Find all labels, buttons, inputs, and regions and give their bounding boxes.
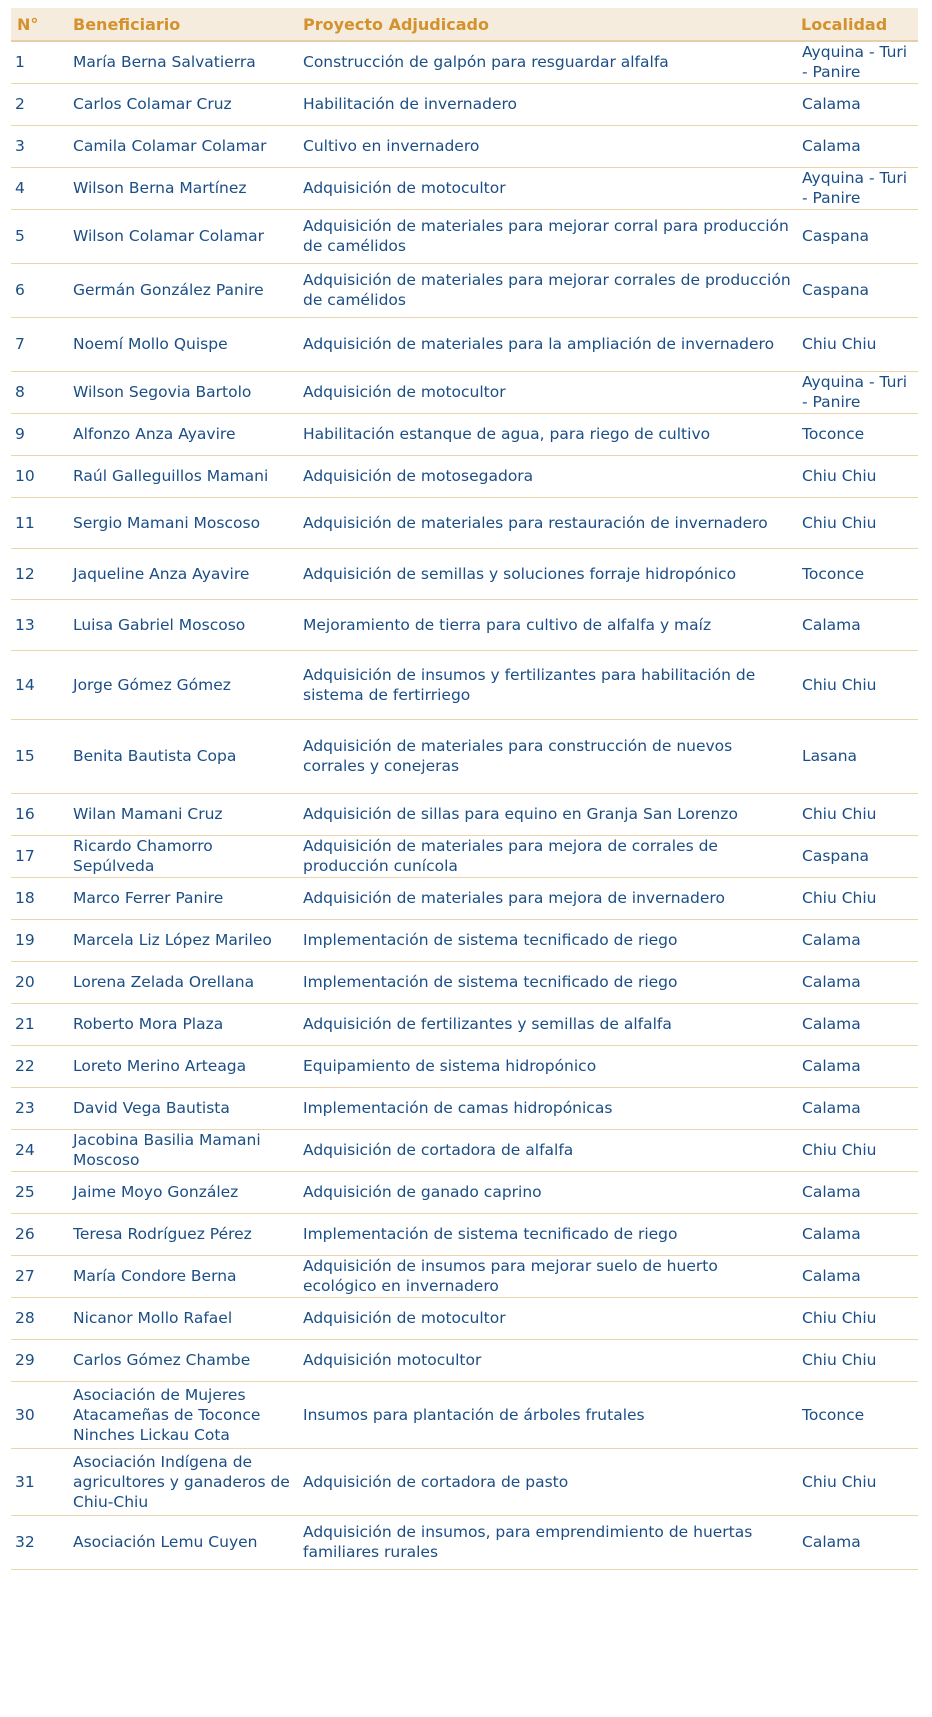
- row-number: 8: [11, 371, 69, 413]
- project-cell: Adquisición de motosegadora: [299, 455, 797, 497]
- beneficiary-cell: Asociación de Mujeres Atacameñas de Toconce Ninches Lickau Cota: [69, 1381, 299, 1448]
- table-row: [11, 497, 918, 548]
- row-number: 30: [11, 1381, 69, 1448]
- project-cell: Insumos para plantación de árboles frutales: [299, 1381, 797, 1448]
- header-locality: Localidad: [797, 8, 918, 41]
- locality-cell: Chiu Chiu: [797, 1129, 918, 1171]
- project-cell: Adquisición de materiales para mejorar corral para producción de camélidos: [299, 209, 797, 263]
- beneficiary-cell: Loreto Merino Arteaga: [69, 1045, 299, 1087]
- locality-cell: Ayquina - Turi - Panire: [797, 371, 918, 413]
- project-cell: Adquisición motocultor: [299, 1339, 797, 1381]
- table-row: [11, 83, 918, 125]
- table-row: [11, 455, 918, 497]
- locality-cell: Calama: [797, 599, 918, 650]
- beneficiary-cell: Jaqueline Anza Ayavire: [69, 548, 299, 599]
- locality-cell: Chiu Chiu: [797, 1448, 918, 1515]
- project-cell: Adquisición de materiales para mejorar corrales de producción de camélidos: [299, 263, 797, 317]
- beneficiary-cell: Camila Colamar Colamar: [69, 125, 299, 167]
- beneficiary-cell: Jorge Gómez Gómez: [69, 650, 299, 719]
- project-cell: Adquisición de motocultor: [299, 1297, 797, 1339]
- project-cell: Implementación de sistema tecnificado de riego: [299, 961, 797, 1003]
- project-cell: Construcción de galpón para resguardar alfalfa: [299, 41, 797, 83]
- project-cell: Adquisición de materiales para mejora de corrales de producción cunícola: [299, 835, 797, 877]
- project-cell: Adquisición de ganado caprino: [299, 1171, 797, 1213]
- table-row: [11, 719, 918, 793]
- project-cell: Cultivo en invernadero: [299, 125, 797, 167]
- table-row: [11, 263, 918, 317]
- beneficiary-cell: Wilan Mamani Cruz: [69, 793, 299, 835]
- locality-cell: Chiu Chiu: [797, 650, 918, 719]
- locality-cell: Calama: [797, 1045, 918, 1087]
- beneficiary-cell: Wilson Colamar Colamar: [69, 209, 299, 263]
- locality-cell: Lasana: [797, 719, 918, 793]
- locality-cell: Toconce: [797, 1381, 918, 1448]
- beneficiary-cell: Marco Ferrer Panire: [69, 877, 299, 919]
- project-cell: Implementación de sistema tecnificado de riego: [299, 1213, 797, 1255]
- table-row: [11, 1003, 918, 1045]
- project-cell: Equipamiento de sistema hidropónico: [299, 1045, 797, 1087]
- beneficiary-cell: Wilson Berna Martínez: [69, 167, 299, 209]
- table-row: [11, 413, 918, 455]
- row-number: 1: [11, 41, 69, 83]
- header-number: N°: [11, 8, 69, 41]
- locality-cell: Chiu Chiu: [797, 1339, 918, 1381]
- row-number: 4: [11, 167, 69, 209]
- beneficiaries-table-container: [11, 8, 918, 1570]
- header-row: [11, 8, 918, 41]
- row-number: 5: [11, 209, 69, 263]
- row-number: 16: [11, 793, 69, 835]
- table-row: [11, 167, 918, 209]
- table-row: [11, 599, 918, 650]
- project-cell: Adquisición de cortadora de pasto: [299, 1448, 797, 1515]
- project-cell: Adquisición de semillas y soluciones forraje hidropónico: [299, 548, 797, 599]
- table-row: [11, 1255, 918, 1297]
- row-number: 32: [11, 1515, 69, 1569]
- project-cell: Adquisición de insumos, para emprendimiento de huertas familiares rurales: [299, 1515, 797, 1569]
- row-number: 29: [11, 1339, 69, 1381]
- row-number: 6: [11, 263, 69, 317]
- beneficiary-cell: Ricardo Chamorro Sepúlveda: [69, 835, 299, 877]
- project-cell: Habilitación de invernadero: [299, 83, 797, 125]
- beneficiary-cell: Jacobina Basilia Mamani Moscoso: [69, 1129, 299, 1171]
- project-cell: Implementación de sistema tecnificado de riego: [299, 919, 797, 961]
- row-number: 18: [11, 877, 69, 919]
- locality-cell: Caspana: [797, 263, 918, 317]
- beneficiary-cell: Raúl Galleguillos Mamani: [69, 455, 299, 497]
- beneficiaries-table: [11, 8, 918, 1570]
- table-row: [11, 548, 918, 599]
- table-row: [11, 1381, 918, 1448]
- beneficiary-cell: Germán González Panire: [69, 263, 299, 317]
- row-number: 12: [11, 548, 69, 599]
- locality-cell: Calama: [797, 1515, 918, 1569]
- row-number: 22: [11, 1045, 69, 1087]
- locality-cell: Toconce: [797, 413, 918, 455]
- locality-cell: Chiu Chiu: [797, 877, 918, 919]
- table-row: [11, 877, 918, 919]
- project-cell: Implementación de camas hidropónicas: [299, 1087, 797, 1129]
- row-number: 31: [11, 1448, 69, 1515]
- row-number: 17: [11, 835, 69, 877]
- row-number: 25: [11, 1171, 69, 1213]
- table-row: [11, 919, 918, 961]
- locality-cell: Chiu Chiu: [797, 1297, 918, 1339]
- table-row: [11, 317, 918, 371]
- row-number: 2: [11, 83, 69, 125]
- project-cell: Adquisición de fertilizantes y semillas de alfalfa: [299, 1003, 797, 1045]
- beneficiary-cell: Wilson Segovia Bartolo: [69, 371, 299, 413]
- project-cell: Adquisición de materiales para construcción de nuevos corrales y conejeras: [299, 719, 797, 793]
- beneficiary-cell: Asociación Indígena de agricultores y ganaderos de Chiu-Chiu: [69, 1448, 299, 1515]
- locality-cell: Chiu Chiu: [797, 317, 918, 371]
- row-number: 21: [11, 1003, 69, 1045]
- project-cell: Adquisición de motocultor: [299, 371, 797, 413]
- beneficiary-cell: Carlos Colamar Cruz: [69, 83, 299, 125]
- table-row: [11, 1045, 918, 1087]
- row-number: 24: [11, 1129, 69, 1171]
- table-row: [11, 1297, 918, 1339]
- beneficiary-cell: Asociación Lemu Cuyen: [69, 1515, 299, 1569]
- beneficiary-cell: Luisa Gabriel Moscoso: [69, 599, 299, 650]
- beneficiary-cell: Alfonzo Anza Ayavire: [69, 413, 299, 455]
- row-number: 11: [11, 497, 69, 548]
- row-number: 26: [11, 1213, 69, 1255]
- table-row: [11, 1515, 918, 1569]
- row-number: 28: [11, 1297, 69, 1339]
- beneficiary-cell: Lorena Zelada Orellana: [69, 961, 299, 1003]
- locality-cell: Chiu Chiu: [797, 455, 918, 497]
- locality-cell: Chiu Chiu: [797, 793, 918, 835]
- table-row: [11, 1129, 918, 1171]
- header-project: Proyecto Adjudicado: [299, 8, 797, 41]
- table-row: [11, 209, 918, 263]
- locality-cell: Calama: [797, 1171, 918, 1213]
- locality-cell: Caspana: [797, 835, 918, 877]
- locality-cell: Chiu Chiu: [797, 497, 918, 548]
- beneficiary-cell: María Berna Salvatierra: [69, 41, 299, 83]
- table-row: [11, 371, 918, 413]
- beneficiary-cell: David Vega Bautista: [69, 1087, 299, 1129]
- locality-cell: Calama: [797, 1213, 918, 1255]
- row-number: 9: [11, 413, 69, 455]
- beneficiary-cell: Benita Bautista Copa: [69, 719, 299, 793]
- table-row: [11, 1339, 918, 1381]
- table-row: [11, 41, 918, 83]
- project-cell: Adquisición de sillas para equino en Granja San Lorenzo: [299, 793, 797, 835]
- project-cell: Adquisición de motocultor: [299, 167, 797, 209]
- table-row: [11, 1213, 918, 1255]
- table-row: [11, 793, 918, 835]
- project-cell: Adquisición de materiales para la ampliación de invernadero: [299, 317, 797, 371]
- locality-cell: Caspana: [797, 209, 918, 263]
- locality-cell: Ayquina - Turi - Panire: [797, 167, 918, 209]
- row-number: 19: [11, 919, 69, 961]
- locality-cell: Calama: [797, 919, 918, 961]
- locality-cell: Calama: [797, 961, 918, 1003]
- locality-cell: Toconce: [797, 548, 918, 599]
- beneficiary-cell: Carlos Gómez Chambe: [69, 1339, 299, 1381]
- beneficiary-cell: Noemí Mollo Quispe: [69, 317, 299, 371]
- table-row: [11, 835, 918, 877]
- beneficiary-cell: María Condore Berna: [69, 1255, 299, 1297]
- row-number: 20: [11, 961, 69, 1003]
- row-number: 3: [11, 125, 69, 167]
- table-row: [11, 961, 918, 1003]
- locality-cell: Calama: [797, 1003, 918, 1045]
- beneficiary-cell: Teresa Rodríguez Pérez: [69, 1213, 299, 1255]
- project-cell: Adquisición de insumos y fertilizantes para habilitación de sistema de fertirriego: [299, 650, 797, 719]
- project-cell: Mejoramiento de tierra para cultivo de alfalfa y maíz: [299, 599, 797, 650]
- locality-cell: Calama: [797, 83, 918, 125]
- locality-cell: Calama: [797, 1087, 918, 1129]
- locality-cell: Calama: [797, 125, 918, 167]
- project-cell: Adquisición de materiales para restauración de invernadero: [299, 497, 797, 548]
- table-row: [11, 1171, 918, 1213]
- project-cell: Adquisición de cortadora de alfalfa: [299, 1129, 797, 1171]
- table-row: [11, 1087, 918, 1129]
- row-number: 23: [11, 1087, 69, 1129]
- table-row: [11, 650, 918, 719]
- header-beneficiary: Beneficiario: [69, 8, 299, 41]
- row-number: 10: [11, 455, 69, 497]
- beneficiary-cell: Sergio Mamani Moscoso: [69, 497, 299, 548]
- table-header: [11, 8, 918, 41]
- beneficiary-cell: Roberto Mora Plaza: [69, 1003, 299, 1045]
- beneficiary-cell: Jaime Moyo González: [69, 1171, 299, 1213]
- row-number: 7: [11, 317, 69, 371]
- table-row: [11, 125, 918, 167]
- project-cell: Habilitación estanque de agua, para riego de cultivo: [299, 413, 797, 455]
- table-row: [11, 1448, 918, 1515]
- table-body: [11, 41, 918, 1569]
- row-number: 14: [11, 650, 69, 719]
- project-cell: Adquisición de insumos para mejorar suelo de huerto ecológico en invernadero: [299, 1255, 797, 1297]
- locality-cell: Calama: [797, 1255, 918, 1297]
- locality-cell: Ayquina - Turi - Panire: [797, 41, 918, 83]
- beneficiary-cell: Nicanor Mollo Rafael: [69, 1297, 299, 1339]
- row-number: 15: [11, 719, 69, 793]
- project-cell: Adquisición de materiales para mejora de invernadero: [299, 877, 797, 919]
- row-number: 13: [11, 599, 69, 650]
- row-number: 27: [11, 1255, 69, 1297]
- beneficiary-cell: Marcela Liz López Marileo: [69, 919, 299, 961]
